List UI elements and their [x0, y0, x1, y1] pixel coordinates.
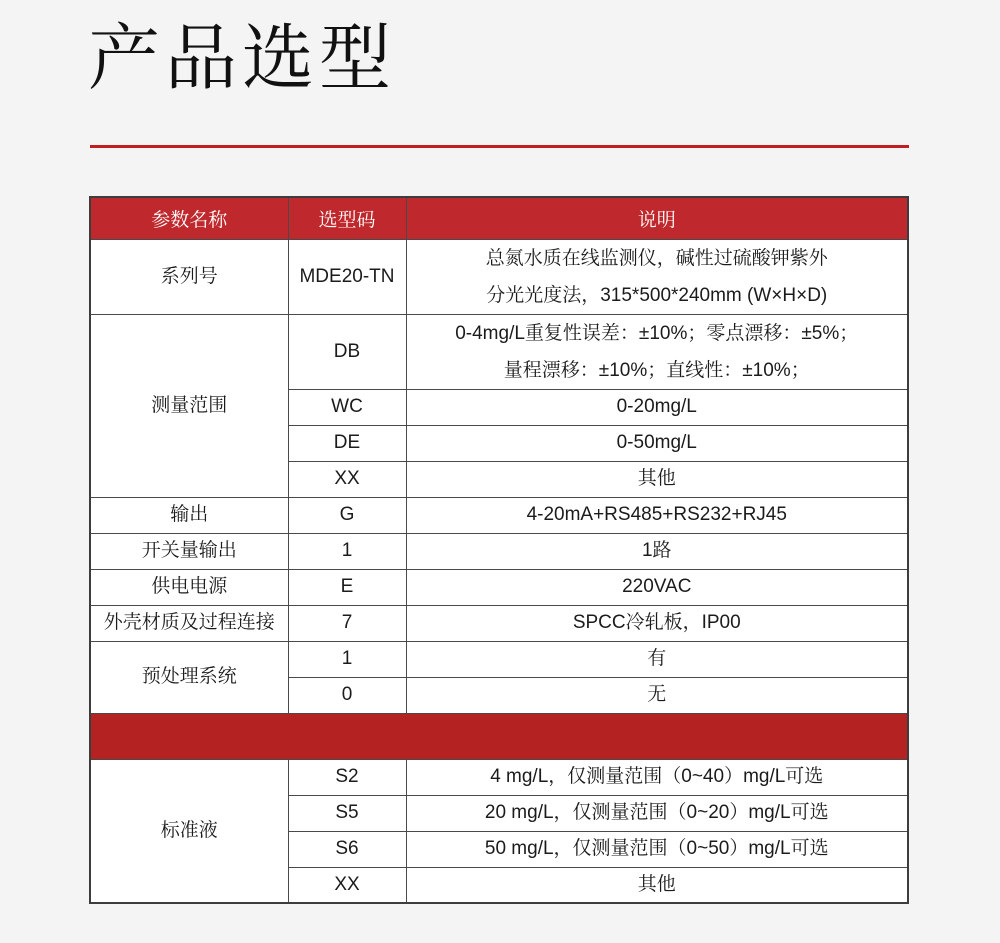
desc-cell: 0-50mg/L — [406, 425, 908, 461]
desc-cell: 50 mg/L，仅测量范围（0~50）mg/L可选 — [406, 831, 908, 867]
desc-cell — [406, 239, 908, 314]
desc-line: 总氮水质在线监测仪，碱性过硫酸钾紫外 — [485, 247, 828, 269]
desc-cell: 0-20mg/L — [406, 389, 908, 425]
code-cell: S6 — [288, 831, 406, 867]
code-cell: S2 — [288, 759, 406, 795]
code-cell: XX — [288, 461, 406, 497]
desc-cell: 1路 — [406, 533, 908, 569]
table-row — [90, 759, 908, 795]
code-cell: 1 — [288, 533, 406, 569]
code-cell: WC — [288, 389, 406, 425]
code-cell: G — [288, 497, 406, 533]
param-name-cell: 测量范围 — [90, 314, 288, 497]
code-cell: XX — [288, 867, 406, 903]
code-cell: 1 — [288, 641, 406, 677]
desc-cell: 4-20mA+RS485+RS232+RJ45 — [406, 497, 908, 533]
desc-cell: SPCC冷轧板，IP00 — [406, 605, 908, 641]
param-name-cell: 输出 — [90, 497, 288, 533]
table-row — [90, 533, 908, 569]
code-cell: E — [288, 569, 406, 605]
code-cell: S5 — [288, 795, 406, 831]
red-divider-band — [90, 713, 908, 759]
param-name-cell: 供电电源 — [90, 569, 288, 605]
desc-cell: 其他 — [406, 867, 908, 903]
desc-line: 分光光度法，315*500*240mm (W×H×D) — [486, 284, 828, 306]
param-name-cell: 系列号 — [90, 239, 288, 314]
param-name-cell: 开关量输出 — [90, 533, 288, 569]
param-name-cell: 预处理系统 — [90, 641, 288, 713]
column-header-description: 说明 — [406, 197, 908, 239]
desc-cell: 其他 — [406, 461, 908, 497]
param-name-cell: 标准液 — [90, 759, 288, 903]
code-cell: 7 — [288, 605, 406, 641]
desc-line: 量程漂移：±10%；直线性：±10%； — [503, 359, 810, 381]
product-selection-table — [89, 196, 909, 904]
table-row — [90, 569, 908, 605]
column-header-selection-code: 选型码 — [288, 197, 406, 239]
table-row — [90, 239, 908, 314]
param-name-cell: 外壳材质及过程连接 — [90, 605, 288, 641]
title-underline — [90, 145, 909, 148]
desc-cell — [406, 314, 908, 389]
page-title: 产品选型 — [88, 19, 397, 99]
desc-line: 0-4mg/L重复性误差：±10%；零点漂移：±5%； — [455, 322, 859, 344]
desc-cell: 4 mg/L，仅测量范围（0~40）mg/L可选 — [406, 759, 908, 795]
header-row — [90, 197, 908, 239]
desc-cell: 20 mg/L，仅测量范围（0~20）mg/L可选 — [406, 795, 908, 831]
code-cell: 0 — [288, 677, 406, 713]
desc-cell: 有 — [406, 641, 908, 677]
table-row — [90, 497, 908, 533]
code-cell: DE — [288, 425, 406, 461]
table-row — [90, 314, 908, 389]
table-row — [90, 641, 908, 677]
divider-row — [90, 713, 908, 759]
column-header-param-name: 参数名称 — [90, 197, 288, 239]
code-cell: DB — [288, 314, 406, 389]
desc-cell: 无 — [406, 677, 908, 713]
table-header — [90, 197, 908, 239]
table-row — [90, 605, 908, 641]
desc-cell: 220VAC — [406, 569, 908, 605]
code-cell: MDE20-TN — [288, 239, 406, 314]
table-body — [90, 239, 908, 903]
